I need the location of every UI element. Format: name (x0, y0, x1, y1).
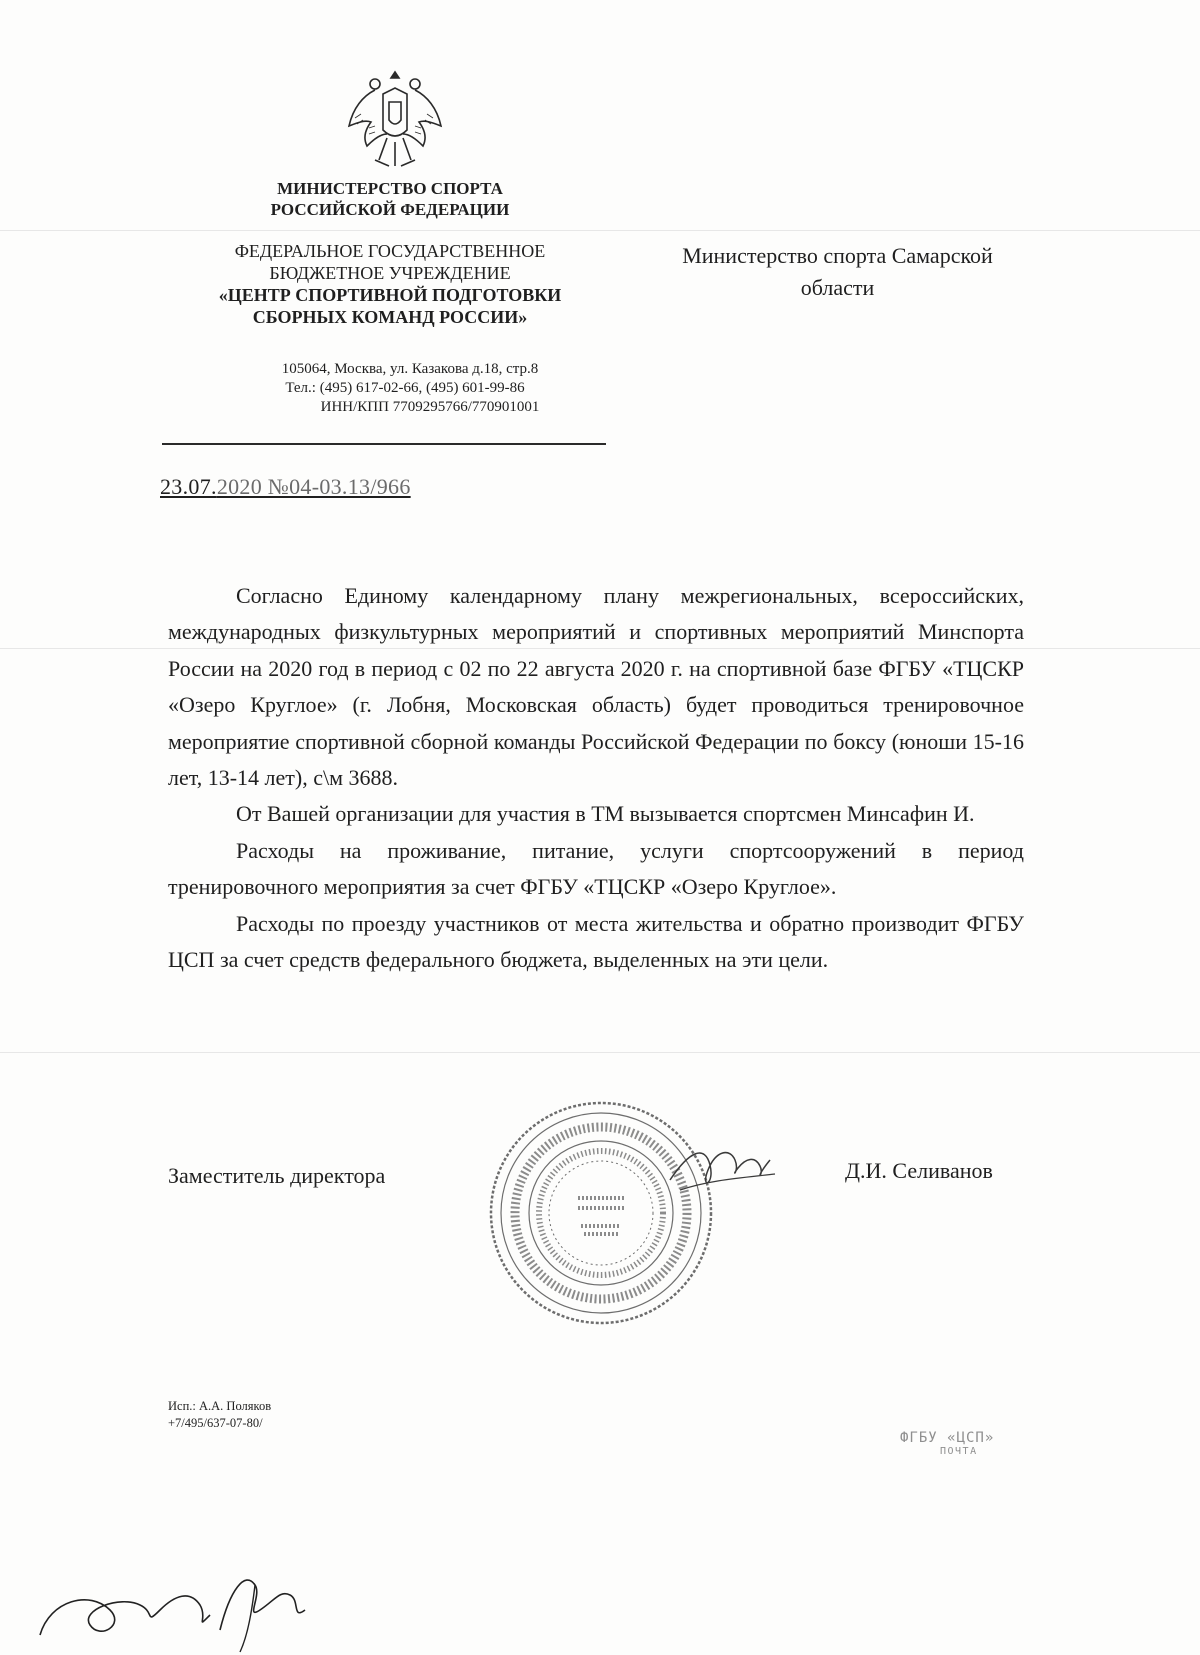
org-line: БЮДЖЕТНОЕ УЧРЕЖДЕНИЕ (269, 263, 511, 283)
inn-line: ИНН/КПП 7709295766/770901001 (320, 399, 540, 415)
org-line: «ЦЕНТР СПОРТИВНОЙ ПОДГОТОВКИ (218, 285, 562, 305)
document-date: 23.07. (160, 474, 217, 499)
address-line: 105064, Москва, ул. Казакова д.18, стр.8 (281, 361, 539, 377)
recipient (640, 240, 1035, 304)
director-signature (660, 1130, 780, 1210)
handwritten-signature (30, 1560, 320, 1655)
executor-name: Исп.: А.А. Поляков (168, 1399, 272, 1413)
mail-stamp (900, 1430, 994, 1457)
ministry-line: РОССИЙСКОЙ ФЕДЕРАЦИИ (270, 200, 510, 219)
organization-block (180, 240, 600, 328)
org-line: СБОРНЫХ КОМАНД РОССИИ» (252, 307, 528, 327)
document-number: 2020 №04-03.13/966 (216, 474, 411, 499)
header-divider (162, 443, 606, 445)
phone-line: Тел.: (495) 617-02-66, (495) 601-99-86 (285, 380, 525, 396)
letter-body (168, 578, 1024, 978)
signer-name: Д.И. Селиванов (845, 1158, 993, 1183)
paragraph: От Вашей организации для участия в ТМ вызывается спортсмен Минсафин И. (236, 801, 975, 827)
double-headed-eagle-icon (345, 68, 445, 176)
scan-artifact (0, 230, 1200, 231)
executor-info (168, 1398, 271, 1432)
organization-address (180, 360, 600, 417)
ministry-line: МИНИСТЕРСТВО СПОРТА (277, 179, 503, 198)
paragraph: Расходы на проживание, питание, услуги спортсооружений в период тренировочного мероприятия за счет ФГБУ «ТЦСКР «Озеро Круглое». (168, 837, 1024, 900)
recipient-line: Министерство спорта Самарской (682, 243, 993, 268)
paragraph: Расходы по проезду участников от места жительства и обратно производит ФГБУ ЦСП за счет средств федерального бюджета, выделенных на эти цели. (168, 910, 1024, 973)
paragraph: Согласно Единому календарному плану межрегиональных, всероссийских, международных физкультурных мероприятий и спортивных мероприятий Минспорта России на 2020 год в период с 02 по 22 августа 2020 г. на спортивной базе ФГБУ «ТЦСКР «Озеро Круглое» (г. Лобня, Московская область) будет проводиться тренировочное мероприятие спортивной сборной команды Российской Федерации по боксу (юноши 15-16 лет, 13-14 лет), с\м 3688. (168, 583, 1024, 791)
ministry-name (200, 178, 580, 220)
mail-stamp-label: ПОЧТА (940, 1446, 978, 1457)
executor-phone: +7/495/637-07-80/ (168, 1416, 263, 1430)
org-line: ФЕДЕРАЛЬНОЕ ГОСУДАРСТВЕННОЕ (234, 241, 546, 261)
mail-stamp-org: ФГБУ «ЦСП» (900, 1430, 995, 1446)
document-reference (160, 474, 411, 500)
scan-artifact (0, 1052, 1200, 1053)
recipient-line: области (800, 275, 875, 300)
signer-position: Заместитель директора (168, 1163, 386, 1188)
